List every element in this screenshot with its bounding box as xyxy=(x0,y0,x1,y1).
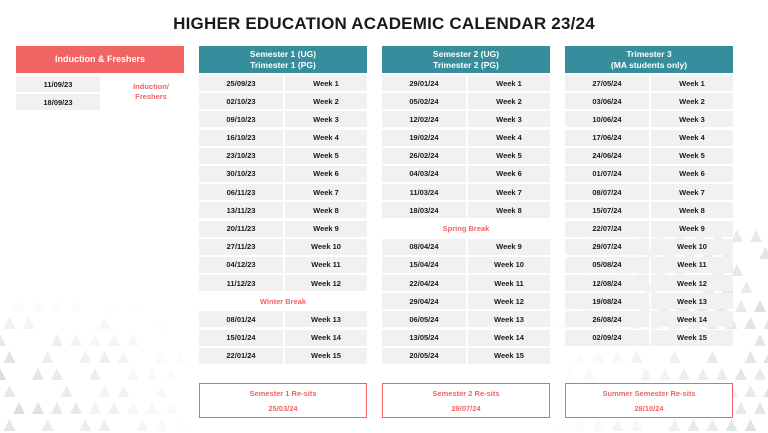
week-row xyxy=(199,184,367,200)
triangle-shape xyxy=(750,230,762,242)
triangle-shape xyxy=(99,317,111,329)
triangle-shape xyxy=(156,385,168,397)
week-label: Week 5 xyxy=(468,148,550,164)
week-label: Week 1 xyxy=(285,75,367,91)
triangle-shape xyxy=(127,368,139,380)
week-label: Week 6 xyxy=(285,166,367,182)
triangle-shape xyxy=(735,300,747,312)
triangle-shape xyxy=(108,334,120,346)
week-label: Week 12 xyxy=(651,275,733,291)
triangle-shape xyxy=(735,368,747,380)
week-label: Week 11 xyxy=(651,257,733,273)
triangle-shape xyxy=(0,368,6,380)
triangle-shape xyxy=(612,351,624,363)
triangle-shape xyxy=(745,385,757,397)
resit-box-semester-1: Semester 1 Re-sits 25/03/24 xyxy=(199,383,367,418)
week-start-date: 12/02/24 xyxy=(382,111,466,127)
week-label: Week 3 xyxy=(285,111,367,127)
triangle-shape xyxy=(669,419,681,431)
week-row xyxy=(565,239,733,255)
page-title: HIGHER EDUCATION ACADEMIC CALENDAR 23/24 xyxy=(173,14,595,33)
triangle-shape xyxy=(156,317,168,329)
resit-box-semester-2: Semester 2 Re-sits 29/07/24 xyxy=(382,383,550,418)
column-header: Semester 2 (UG) Trimester 2 (PG) xyxy=(382,46,550,73)
triangle-shape xyxy=(631,419,643,431)
triangle-shape xyxy=(631,351,643,363)
resit-box-summer: Summer Semester Re-sits 28/10/24 xyxy=(565,383,733,418)
triangle-shape xyxy=(70,334,82,346)
triangle-shape xyxy=(4,317,16,329)
triangle-shape xyxy=(32,402,44,414)
triangle-shape xyxy=(574,419,586,431)
break-label: Spring Break xyxy=(382,221,550,237)
week-label: Week 4 xyxy=(468,130,550,146)
week-label: Week 7 xyxy=(468,184,550,200)
induction-panel xyxy=(16,46,184,112)
week-row xyxy=(565,275,733,291)
week-start-date: 18/03/24 xyxy=(382,202,466,218)
triangle-shape xyxy=(89,334,101,346)
week-start-date: 04/03/24 xyxy=(382,166,466,182)
triangle-shape xyxy=(754,300,766,312)
week-start-date: 05/08/24 xyxy=(565,257,649,273)
week-label: Week 15 xyxy=(651,330,733,346)
week-row xyxy=(382,293,550,309)
triangle-shape xyxy=(165,368,177,380)
triangle-shape xyxy=(735,402,747,414)
week-start-date: 19/02/24 xyxy=(382,130,466,146)
triangle-shape xyxy=(42,419,54,431)
triangle-shape xyxy=(51,368,63,380)
week-row xyxy=(382,257,550,273)
triangle-shape xyxy=(593,419,605,431)
triangle-shape xyxy=(146,402,158,414)
week-row xyxy=(382,330,550,346)
semester-2-panel xyxy=(382,46,550,366)
week-label: Week 13 xyxy=(651,293,733,309)
triangle-shape xyxy=(32,368,44,380)
week-row xyxy=(199,257,367,273)
triangle-shape xyxy=(61,385,73,397)
week-label: Week 2 xyxy=(285,93,367,109)
triangle-shape xyxy=(70,300,82,312)
triangle-shape xyxy=(127,300,139,312)
triangle-shape xyxy=(80,419,92,431)
week-start-date: 24/06/24 xyxy=(565,148,649,164)
week-row xyxy=(565,111,733,127)
week-label: Week 4 xyxy=(651,130,733,146)
week-start-date: 26/02/24 xyxy=(382,148,466,164)
triangle-shape xyxy=(4,419,16,431)
week-label: Week 14 xyxy=(651,311,733,327)
week-row xyxy=(382,275,550,291)
triangle-shape xyxy=(70,402,82,414)
triangle-shape xyxy=(108,300,120,312)
week-start-date: 01/07/24 xyxy=(565,166,649,182)
triangle-shape xyxy=(99,385,111,397)
week-row xyxy=(565,166,733,182)
week-label: Week 2 xyxy=(651,93,733,109)
week-start-date: 25/09/23 xyxy=(199,75,283,91)
triangle-shape xyxy=(175,419,187,431)
triangle-shape xyxy=(13,300,25,312)
triangle-shape xyxy=(127,334,139,346)
week-row xyxy=(382,111,550,127)
triangle-shape xyxy=(0,334,6,346)
week-start-date: 06/11/23 xyxy=(199,184,283,200)
week-label: Week 3 xyxy=(468,111,550,127)
week-row xyxy=(382,202,550,218)
week-start-date: 23/10/23 xyxy=(199,148,283,164)
week-row xyxy=(382,130,550,146)
triangle-shape xyxy=(760,247,768,259)
semester-1-panel xyxy=(199,46,367,366)
week-start-date: 04/12/23 xyxy=(199,257,283,273)
week-label: Week 4 xyxy=(285,130,367,146)
week-row xyxy=(199,93,367,109)
triangle-shape xyxy=(13,402,25,414)
triangle-shape xyxy=(707,419,719,431)
triangle-shape xyxy=(741,281,753,293)
triangle-shape xyxy=(697,368,709,380)
week-label: Week 3 xyxy=(651,111,733,127)
week-start-date: 02/09/24 xyxy=(565,330,649,346)
triangle-shape xyxy=(175,351,187,363)
week-label: Week 6 xyxy=(468,166,550,182)
week-start-date: 26/08/24 xyxy=(565,311,649,327)
week-start-date: 11/12/23 xyxy=(199,275,283,291)
triangle-shape xyxy=(89,368,101,380)
week-row xyxy=(199,130,367,146)
triangle-shape xyxy=(764,385,768,397)
triangle-shape xyxy=(659,368,671,380)
triangle-shape xyxy=(716,368,728,380)
triangle-shape xyxy=(688,419,700,431)
week-start-date: 15/01/24 xyxy=(199,330,283,346)
week-label: Week 8 xyxy=(468,202,550,218)
week-row xyxy=(382,166,550,182)
week-label: Week 9 xyxy=(468,239,550,255)
week-label: Week 5 xyxy=(651,148,733,164)
week-row xyxy=(565,93,733,109)
triangle-shape xyxy=(156,419,168,431)
week-start-date: 22/07/24 xyxy=(565,221,649,237)
week-start-date: 27/05/24 xyxy=(565,75,649,91)
column-header: Semester 1 (UG) Trimester 1 (PG) xyxy=(199,46,367,73)
week-label: Week 15 xyxy=(285,348,367,364)
column-header: Trimester 3 (MA students only) xyxy=(565,46,733,73)
week-label: Week 13 xyxy=(285,311,367,327)
week-start-date: 10/06/24 xyxy=(565,111,649,127)
induction-date: 11/09/23 xyxy=(16,76,100,92)
triangle-shape xyxy=(118,351,130,363)
triangle-shape xyxy=(99,419,111,431)
induction-date: 18/09/23 xyxy=(16,94,100,110)
week-row xyxy=(199,311,367,327)
week-start-date: 06/05/24 xyxy=(382,311,466,327)
week-start-date: 20/05/24 xyxy=(382,348,466,364)
triangle-shape xyxy=(726,419,738,431)
week-label: Week 10 xyxy=(285,239,367,255)
week-label: Week 14 xyxy=(285,330,367,346)
triangle-shape xyxy=(745,351,757,363)
week-label: Week 9 xyxy=(651,221,733,237)
triangle-shape xyxy=(108,402,120,414)
triangle-shape xyxy=(754,334,766,346)
triangle-shape xyxy=(593,351,605,363)
week-label: Week 9 xyxy=(285,221,367,237)
induction-label: Induction/ Freshers xyxy=(133,82,169,101)
triangle-shape xyxy=(165,402,177,414)
triangle-shape xyxy=(146,368,158,380)
triangle-shape xyxy=(32,300,44,312)
week-start-date: 29/07/24 xyxy=(565,239,649,255)
week-start-date: 05/02/24 xyxy=(382,93,466,109)
week-start-date: 08/01/24 xyxy=(199,311,283,327)
week-label: Week 6 xyxy=(651,166,733,182)
week-row xyxy=(565,293,733,309)
week-start-date: 27/11/23 xyxy=(199,239,283,255)
week-row xyxy=(382,75,550,91)
week-label: Week 2 xyxy=(468,93,550,109)
week-row xyxy=(382,311,550,327)
week-label: Week 7 xyxy=(651,184,733,200)
triangle-shape xyxy=(745,419,757,431)
week-label: Week 8 xyxy=(285,202,367,218)
triangle-shape xyxy=(89,402,101,414)
week-row xyxy=(199,166,367,182)
triangle-shape xyxy=(51,402,63,414)
triangle-shape xyxy=(583,368,595,380)
week-start-date: 13/05/24 xyxy=(382,330,466,346)
trimester-3-panel xyxy=(565,46,733,348)
week-label: Week 10 xyxy=(468,257,550,273)
triangle-shape xyxy=(137,419,149,431)
week-start-date: 09/10/23 xyxy=(199,111,283,127)
triangle-shape xyxy=(127,402,139,414)
week-row xyxy=(382,148,550,164)
week-row xyxy=(382,93,550,109)
week-label: Week 14 xyxy=(468,330,550,346)
week-start-date: 12/08/24 xyxy=(565,275,649,291)
week-row xyxy=(199,111,367,127)
triangle-shape xyxy=(51,300,63,312)
week-start-date: 29/01/24 xyxy=(382,75,466,91)
week-row xyxy=(565,257,733,273)
week-row xyxy=(199,75,367,91)
week-start-date: 08/07/24 xyxy=(565,184,649,200)
triangle-shape xyxy=(42,351,54,363)
week-row xyxy=(199,148,367,164)
week-label: Week 8 xyxy=(651,202,733,218)
triangle-shape xyxy=(612,419,624,431)
triangle-shape xyxy=(707,351,719,363)
week-label: Week 5 xyxy=(285,148,367,164)
week-start-date: 15/04/24 xyxy=(382,257,466,273)
triangle-shape xyxy=(764,317,768,329)
week-label: Week 15 xyxy=(468,348,550,364)
week-start-date: 17/06/24 xyxy=(565,130,649,146)
week-row xyxy=(565,221,733,237)
week-label: Week 1 xyxy=(651,75,733,91)
triangle-shape xyxy=(754,402,766,414)
week-row xyxy=(199,275,367,291)
week-row xyxy=(565,184,733,200)
triangle-shape xyxy=(564,368,576,380)
triangle-shape xyxy=(555,419,567,431)
week-start-date: 08/04/24 xyxy=(382,239,466,255)
week-start-date: 16/10/23 xyxy=(199,130,283,146)
week-label: Week 7 xyxy=(285,184,367,200)
week-row xyxy=(199,202,367,218)
week-row xyxy=(199,348,367,364)
triangle-shape xyxy=(678,368,690,380)
week-row xyxy=(199,239,367,255)
triangle-shape xyxy=(669,351,681,363)
week-row xyxy=(565,202,733,218)
week-start-date: 03/06/24 xyxy=(565,93,649,109)
triangle-shape xyxy=(80,351,92,363)
week-start-date: 02/10/23 xyxy=(199,93,283,109)
week-row xyxy=(199,221,367,237)
triangle-shape xyxy=(764,351,768,363)
week-label: Week 11 xyxy=(285,257,367,273)
week-label: Week 12 xyxy=(468,293,550,309)
triangle-shape xyxy=(640,368,652,380)
week-start-date: 15/07/24 xyxy=(565,202,649,218)
break-label: Winter Break xyxy=(199,293,367,309)
triangle-shape xyxy=(156,351,168,363)
week-row xyxy=(382,348,550,364)
triangle-shape xyxy=(23,317,35,329)
induction-header: Induction & Freshers xyxy=(16,46,184,73)
week-row xyxy=(199,330,367,346)
week-start-date: 13/11/23 xyxy=(199,202,283,218)
week-start-date: 20/11/23 xyxy=(199,221,283,237)
week-label: Week 12 xyxy=(285,275,367,291)
week-label: Week 11 xyxy=(468,275,550,291)
triangle-shape xyxy=(754,368,766,380)
week-row xyxy=(565,311,733,327)
week-row xyxy=(565,330,733,346)
week-row xyxy=(382,239,550,255)
week-start-date: 11/03/24 xyxy=(382,184,466,200)
week-start-date: 22/01/24 xyxy=(199,348,283,364)
week-start-date: 22/04/24 xyxy=(382,275,466,291)
week-label: Week 10 xyxy=(651,239,733,255)
week-start-date: 30/10/23 xyxy=(199,166,283,182)
triangle-shape xyxy=(99,351,111,363)
week-label: Week 1 xyxy=(468,75,550,91)
week-row xyxy=(565,148,733,164)
triangle-shape xyxy=(4,351,16,363)
week-row xyxy=(565,75,733,91)
week-row xyxy=(382,184,550,200)
triangle-shape xyxy=(574,351,586,363)
triangle-shape xyxy=(745,317,757,329)
triangle-shape xyxy=(118,385,130,397)
week-start-date: 29/04/24 xyxy=(382,293,466,309)
week-start-date: 19/08/24 xyxy=(565,293,649,309)
week-label: Week 13 xyxy=(468,311,550,327)
week-row xyxy=(565,130,733,146)
triangle-shape xyxy=(51,334,63,346)
triangle-shape xyxy=(4,385,16,397)
